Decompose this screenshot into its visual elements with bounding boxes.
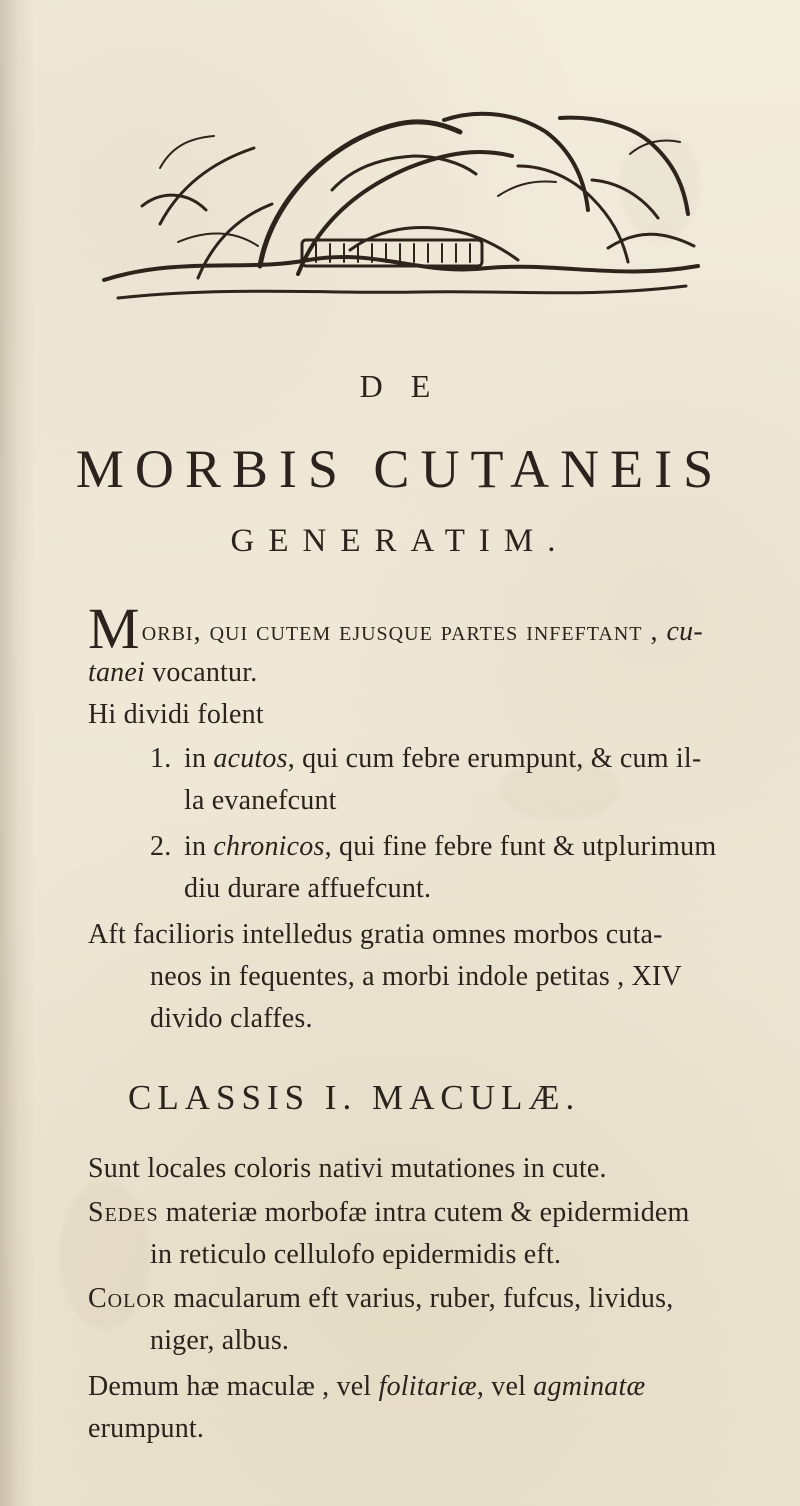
sedes-line-2: in reticulo cellulofo epidermidis eft.	[150, 1239, 562, 1270]
list-item	[150, 826, 800, 868]
paragraph-text: vocantur.	[145, 657, 258, 688]
paragraph-text: orbi, qui cutem ejusque partes infeftant ,	[141, 616, 667, 647]
italic-term: chronicos	[213, 831, 325, 862]
color-line	[88, 1278, 748, 1320]
paragraph-line	[88, 652, 748, 694]
demum-line-2: erumpunt.	[88, 1413, 205, 1444]
page-edge-shadow	[0, 0, 36, 1506]
macula-line-1: Sunt locales coloris nativi mutationes in cute.	[88, 1153, 607, 1184]
list-suffix: , qui fine febre funt & utplurimum	[324, 831, 717, 862]
list-continuation: la evanefcunt	[184, 785, 337, 816]
list-suffix: , qui cum febre erumpunt, & cum il-	[287, 743, 702, 774]
italic-term: tanei	[88, 657, 145, 688]
demum-line	[88, 1366, 748, 1408]
ast-line-2: neos in fequentes, a morbi indole petitas , XIV	[150, 961, 682, 992]
ast-line-1: Aft facilioris intelleḋus gratia omnes morbos cuta-	[88, 919, 663, 950]
page-subtitle: GENERATIM.	[230, 523, 570, 559]
list-prefix: in	[184, 831, 214, 862]
color-text: macularum eft varius, ruber, fufcus, lividus,	[166, 1283, 674, 1314]
paragraph-line	[88, 596, 748, 661]
italic-term: cu-	[666, 616, 703, 647]
page-title: MORBIS CUTANEIS	[75, 439, 725, 499]
drop-cap-initial: M	[88, 596, 140, 661]
list-item	[150, 738, 800, 780]
list-number: 2.	[150, 831, 172, 862]
intro-line: Hi dividi folent	[88, 699, 264, 730]
class-heading: CLASSIS I. MACULÆ.	[128, 1078, 581, 1117]
list-prefix: in	[184, 743, 214, 774]
italic-term: folitariæ	[378, 1371, 477, 1402]
decorative-headpiece	[88, 98, 712, 328]
sedes-text: materiæ morbofæ intra cutem & epidermidem	[158, 1197, 690, 1228]
ast-line-3: divido claffes.	[150, 1003, 313, 1034]
title-prefix: D E	[359, 368, 441, 404]
list-continuation: diu durare affuefcunt.	[184, 873, 432, 904]
italic-term: acutos	[213, 743, 288, 774]
sedes-line	[88, 1192, 748, 1234]
sedes-label: Sedes	[88, 1197, 159, 1228]
demum-middle: , vel	[476, 1371, 534, 1402]
list-number: 1.	[150, 743, 172, 774]
color-label: Color	[88, 1283, 167, 1314]
color-line-2: niger, albus.	[150, 1325, 290, 1356]
italic-term: agminatæ	[533, 1371, 646, 1402]
demum-prefix: Demum hæ maculæ , vel	[88, 1371, 379, 1402]
